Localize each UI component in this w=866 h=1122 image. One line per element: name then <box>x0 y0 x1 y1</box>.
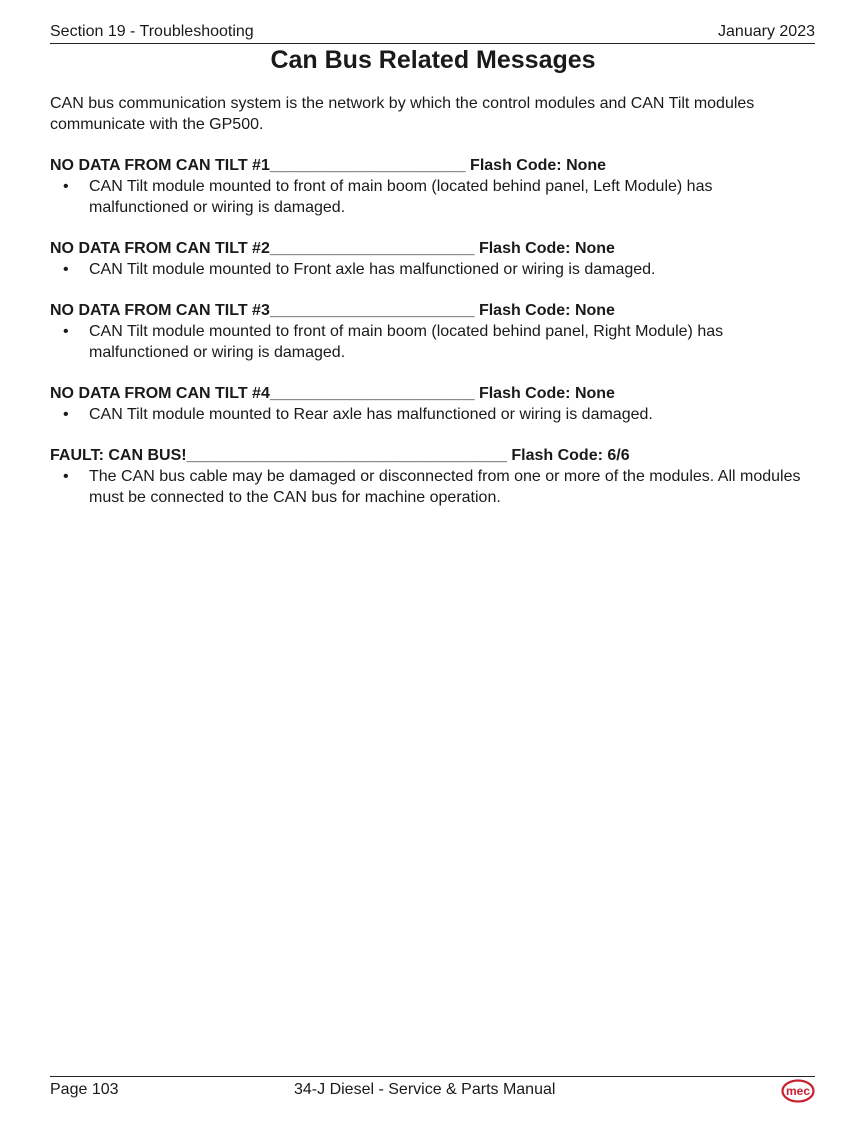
bullet-icon: • <box>63 261 69 278</box>
bullet-item <box>50 466 815 508</box>
bullet-icon: • <box>63 323 69 340</box>
date-label: January 2023 <box>718 23 815 40</box>
message-title: NO DATA FROM CAN TILT #1______________________ <box>50 157 466 174</box>
section-label: Section 19 - Troubleshooting <box>50 23 254 40</box>
message-title: NO DATA FROM CAN TILT #2_______________________ <box>50 240 475 257</box>
intro-paragraph: CAN bus communication system is the network by which the control modules and CAN Tilt modules communicate with the GP500. <box>50 95 755 133</box>
message-title: NO DATA FROM CAN TILT #4_______________________ <box>50 385 475 402</box>
manual-title: 34-J Diesel - Service & Parts Manual <box>294 1081 556 1098</box>
message-title: FAULT: CAN BUS!____________________________________ <box>50 447 507 464</box>
flash-code: Flash Code: None <box>474 240 615 257</box>
bullet-item <box>50 176 815 218</box>
flash-code: Flash Code: 6/6 <box>506 447 630 464</box>
message-heading <box>50 238 815 259</box>
message-heading <box>50 155 815 176</box>
message-title: NO DATA FROM CAN TILT #3_______________________ <box>50 302 475 319</box>
bullet-text: CAN Tilt module mounted to front of main boom (located behind panel, Right Module) has malfunctioned or wiring is damaged. <box>89 323 724 361</box>
bullet-icon: • <box>63 406 69 423</box>
bullet-text: CAN Tilt module mounted to front of main boom (located behind panel, Left Module) has malfunctioned or wiring is damaged. <box>89 178 713 216</box>
message-bullets <box>50 176 815 218</box>
flash-code: Flash Code: None <box>474 302 615 319</box>
message-bullets <box>50 404 815 425</box>
message-heading <box>50 383 815 404</box>
message-bullets <box>50 466 815 508</box>
message-block <box>50 300 815 363</box>
bullet-text: CAN Tilt module mounted to Rear axle has malfunctioned or wiring is damaged. <box>89 406 653 423</box>
message-bullets <box>50 259 815 280</box>
page-number: Page 103 <box>50 1081 119 1098</box>
message-bullets <box>50 321 815 363</box>
bullet-text: The CAN bus cable may be damaged or disconnected from one or more of the modules. All modules must be connected to the CAN bus for machine operation. <box>89 468 801 506</box>
svg-text:mec: mec <box>785 1084 811 1098</box>
message-heading <box>50 445 815 466</box>
bullet-text: CAN Tilt module mounted to Front axle has malfunctioned or wiring is damaged. <box>89 261 656 278</box>
mec-logo-icon <box>781 1079 815 1103</box>
message-block <box>50 155 815 218</box>
bullet-item <box>50 404 815 425</box>
page-footer <box>50 1076 815 1105</box>
page-header <box>50 22 815 44</box>
bullet-icon: • <box>63 468 69 485</box>
message-block <box>50 238 815 280</box>
bullet-item <box>50 259 815 280</box>
bullet-icon: • <box>63 178 69 195</box>
message-heading <box>50 300 815 321</box>
message-block <box>50 383 815 425</box>
message-block <box>50 445 815 508</box>
flash-code: Flash Code: None <box>474 385 615 402</box>
page-content <box>50 93 815 528</box>
bullet-item <box>50 321 815 363</box>
page-title: Can Bus Related Messages <box>270 46 596 74</box>
flash-code: Flash Code: None <box>465 157 607 174</box>
